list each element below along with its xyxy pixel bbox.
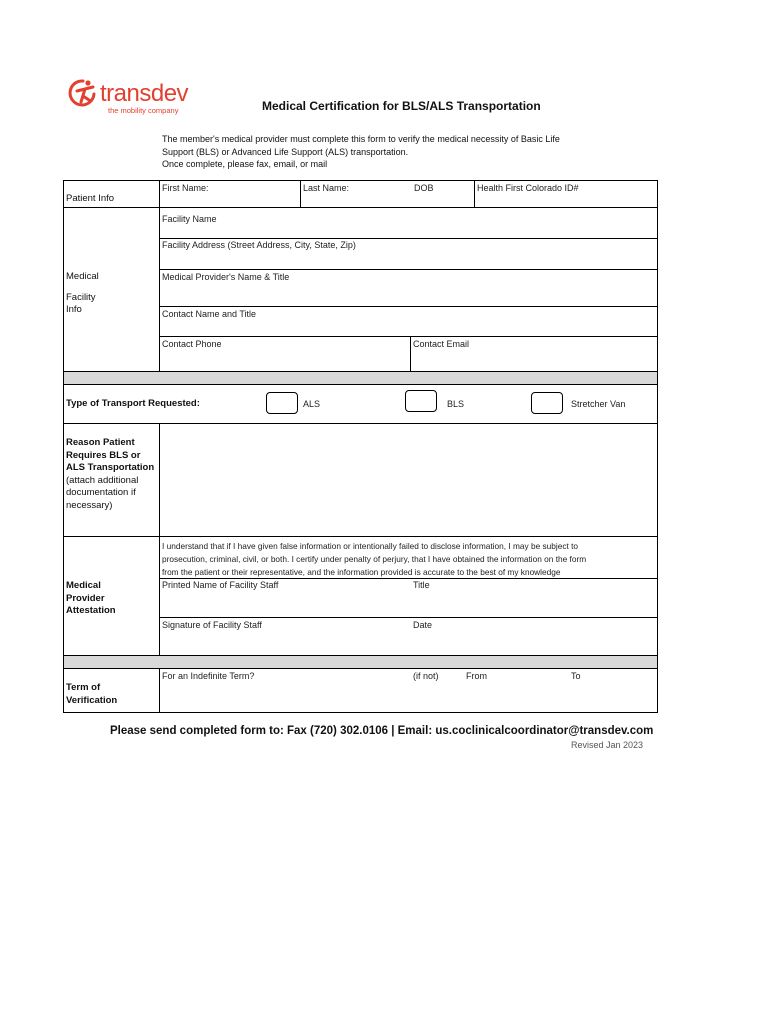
als-checkbox[interactable] [266,392,298,414]
to-field[interactable]: To [571,671,581,681]
reason-textarea[interactable] [161,425,655,534]
transdev-figure-icon [68,78,98,108]
stretcher-van-checkbox[interactable] [531,392,563,414]
transdev-logo [68,76,198,118]
intro-text [162,133,632,171]
statement-line: from the patient or their representative, and the information provided is accurate to the best of my knowledge [162,567,561,577]
intro-line: Support (BLS) or Advanced Life Support (ALS) transportation. [162,146,409,157]
printed-name-field[interactable]: Printed Name of Facility Staff [162,580,279,590]
first-name-field[interactable]: First Name: [162,183,209,193]
transport-type-label: Type of Transport Requested: [66,398,200,409]
bls-checkbox[interactable] [405,390,437,412]
date-field[interactable]: Date [413,620,433,630]
logo-tagline: the mobility company [108,106,179,115]
statement-line: I understand that if I have given false information or intentionally failed to disclose information, I may be subject to [162,541,578,551]
label-line: Term of [66,682,101,693]
label-line: Provider [66,592,105,604]
provider-name-field[interactable]: Medical Provider's Name & Title [162,272,290,282]
term-label [66,682,117,707]
indefinite-term-field[interactable]: For an Indefinite Term? [162,671,255,681]
facility-name-field[interactable]: Facility Name [162,214,217,224]
label-line: Verification [66,694,118,706]
logo-wordmark: transdev [100,80,189,107]
staff-title-field[interactable]: Title [413,580,430,590]
dob-field[interactable]: DOB [414,183,434,193]
attestation-statement [162,540,656,579]
contact-name-field[interactable]: Contact Name and Title [162,309,257,319]
facility-address-field[interactable]: Facility Address (Street Address, City, State, Zip) [162,240,356,250]
if-not-label: (if not) [413,671,439,681]
label-line: Reason Patient [66,437,135,448]
label-line: Attestation [66,605,116,616]
intro-line: Once complete, please fax, email, or mail [162,159,328,169]
patient-info-label: Patient Info [66,193,115,204]
label-line: Info [66,304,82,315]
bls-option-label: BLS [447,399,465,409]
medical-facility-info-label [66,271,99,317]
send-instructions: Please send completed form to: Fax (720) 302.0106 | Email: us.coclinicalcoordinator@transdev.com [110,725,654,737]
label-line: (attach additional [66,474,139,486]
label-line: necessary) [66,499,113,511]
label-line: Medical [66,580,101,591]
last-name-field[interactable]: Last Name: [303,183,350,193]
label-line: Requires BLS or [66,449,141,461]
label-line: Facility [66,291,96,303]
stretcher-van-option-label: Stretcher Van [571,399,626,409]
page-title: Medical Certification for BLS/ALS Transportation [262,99,541,113]
revised-date: Revised Jan 2023 [571,740,644,750]
from-field[interactable]: From [466,671,487,681]
statement-line: prosecution, criminal, civil, or both. I certify under penalty of perjury, that I have obtained the information on the form [162,554,587,564]
health-first-id-field[interactable]: Health First Colorado ID# [477,183,579,193]
label-line: documentation if [66,487,136,498]
contact-email-field[interactable]: Contact Email [413,339,470,349]
intro-line: The member's medical provider must complete this form to verify the medical necessity of Basic Life [162,134,560,144]
label-line: Medical [66,271,99,282]
contact-phone-field[interactable]: Contact Phone [162,339,222,349]
als-option-label: ALS [303,399,321,409]
reason-label [66,437,158,512]
attestation-label [66,580,116,618]
label-line: ALS Transportation [66,462,155,473]
signature-field[interactable]: Signature of Facility Staff [162,620,262,630]
